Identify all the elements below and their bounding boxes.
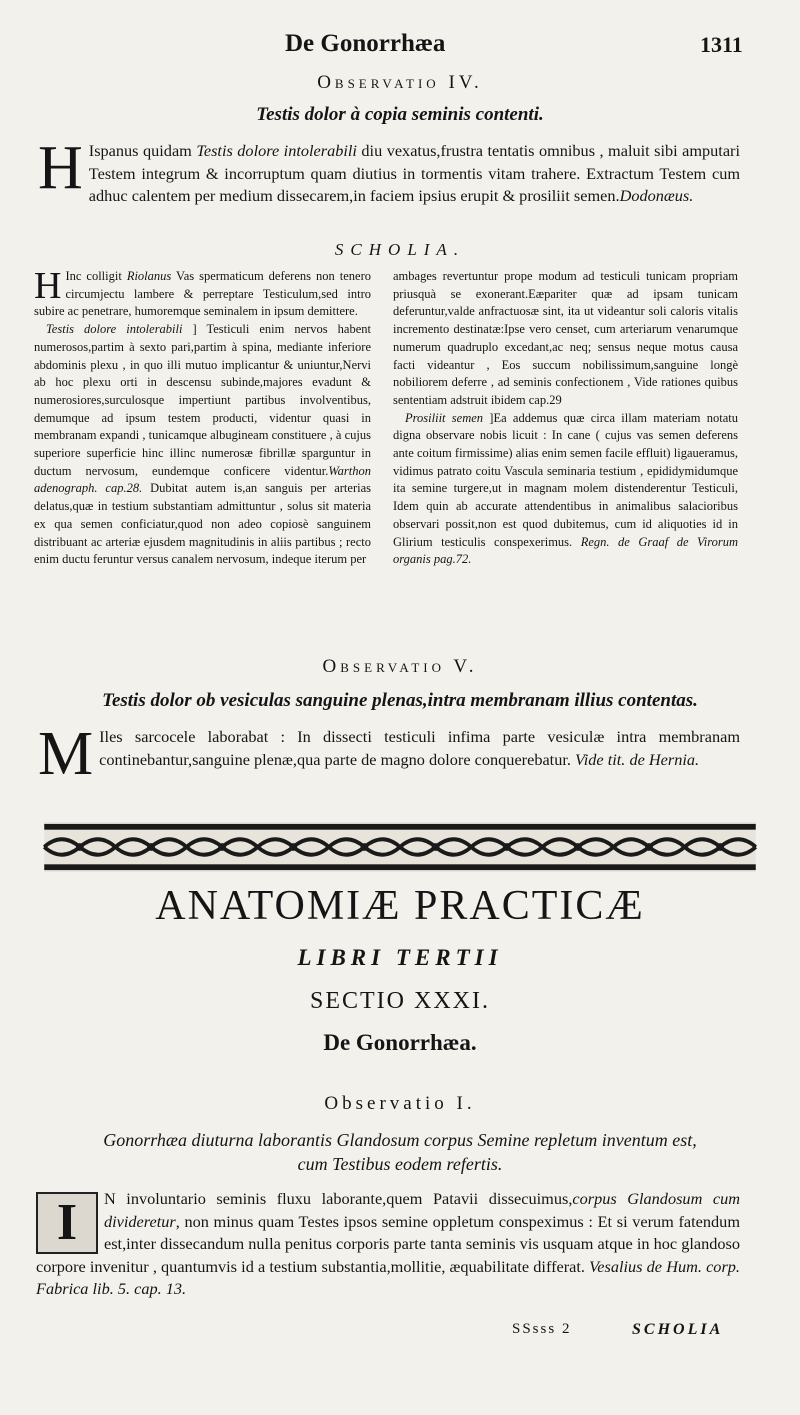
signature-mark: SSsss 2 bbox=[512, 1321, 572, 1337]
drop-cap: H bbox=[38, 134, 83, 202]
observation-4-heading: Observatio IV. bbox=[317, 72, 483, 93]
observation-5-text: M Iles sarcocele laborabat : In dissecti testiculi infima parte vesiculæ intra membranam continebantur,sanguine plenæ,qua parte de magno dolore conquerebatur. Vide tit. de Hernia. bbox=[38, 720, 740, 788]
section-subject: De Gonorrhæa. bbox=[323, 1030, 477, 1055]
book-label: LIBRI TERTII bbox=[297, 945, 503, 970]
ornamental-band-icon bbox=[30, 822, 770, 872]
scholia-right-column: ambages revertuntur prope modum ad testiculi tunicam propriam priusquà se exonerant.Eæpariter quæ ad ipsam tunicam deferuntur,valde anfractuosæ sint, ita ut videantur soli caloris vitalis incremento destinatæ:Ipse vero censet, cum arteriarum venarumque numerum quadruplo excedant,ac neq; sensus neque motus causa facti videantur , Eos succum nobilissimum,sanguine longè nobiliorem deferre , ad seminis confectionem , Vide rationes quibus sententiam adstruit ibidem cap.29 Prosiliit semen ]Ea addemus quæ circa illam materiam notatu digna observare nobis licuit : In cane ( cujus vas semen deferens ante coitum firmissime) alias enim semen facile effluit) ligaueramus, vidimus patrato coitu Vascula seminaria testium , epididymidumque ita semine turgere,ut in magnam molem distenderentur Testiculi, Idem quin ab accurate attendentibus in animalibus salacioribus observari possit,non est quod dubitemus, cum id aliquoties id in Glirium testiculis conspexerimus. Regn. de Graaf de Virorum organis pag.72. bbox=[393, 269, 738, 567]
observation-1-text: I N involuntario seminis fluxu laborante,quem Patavii dissecuimus,corpus Glandosum cum divideretur, non minus quam Testes ipsos semine oppletum conspeximus : Et si verum fatendum est,inter dissecandum nulla penitus corporis parte tanta seminis vis usquam atque in hoc glandoso corpore invenitur , quantumvis id a testium substantia,mollitie, æquabilitate differat. Vesalius de Hum. corp. Fabrica lib. 5. cap. 13. bbox=[36, 1189, 740, 1298]
drop-cap: H bbox=[34, 265, 62, 307]
section-number: SECTIO XXXI. bbox=[310, 988, 490, 1014]
observation-4-title: Testis dolor à copia seminis contenti. bbox=[256, 104, 544, 125]
observation-1-heading: Observatio I. bbox=[324, 1093, 476, 1114]
running-title: De Gonorrhæa bbox=[285, 30, 446, 57]
drop-cap: M bbox=[38, 720, 94, 788]
observation-5-heading: Observatio V. bbox=[322, 656, 478, 677]
catchword: SCHOLIA bbox=[632, 1321, 724, 1338]
scholia-heading: SCHOLIA. bbox=[334, 240, 466, 259]
page-number: 1311 bbox=[700, 32, 743, 57]
observation-1-title: Gonorrhæa diuturna laborantis Glandosum corpus Semine repletum inventum est, cum Testibus eodem refertis. bbox=[103, 1130, 697, 1174]
section-main-title: ANATOMIÆ PRACTICÆ bbox=[155, 883, 645, 929]
observation-4-text: H Ispanus quidam Testis dolore intolerabili diu vexatus,frustra tentatis omnibus , maluit sibi amputari Testem integrum & incorruptum quam diutius in tormentis vitam trahere. Extractum Testem cum adhuc calentem per medium dissecarem,in faciem ipsius erupit & prosiliit semen.Dodonæus. bbox=[38, 134, 740, 205]
scholia-left-column: H Inc colligit Riolanus Vas spermaticum deferens non tenero circumjectu lambere & perreptare Testiculum,sed intro subire ac penetrare, humoremque seminalem in ipsum demittere. Testis dolore intolerabili ] Testiculi enim nervos habent numerosos,partim à sexto pari,partim à spina, mediante inferiore abdominis plexu , in quo illi mutuo implicantur & uniuntur,Nervi ab hoc plexu orti in descensu subinde,majores evadunt & numerosiores,surculosque impertiunt partibus involventibus, demumque ad ipsum testem producti, videntur quasi in membranam expandi , tunicamque albugineam constituere , à cujus superiore superficie hinc illinc numerosæ fibrillæ sparguntur in ductum nervosum, eundemque conficere videntur.Warthon adenograph. cap.28. Dubitat autem is,an sanguis per arterias delatus,quæ in testium substantiam admittuntur , solus sit materia ex qua semen conficiatur,quod non adeo copiosè sanguinem distribuant ac arteriæ ejusdem magnitudinis in aliis partibus ; recto enim ductu feruntur versus canalem nervosum, indeque iterum per bbox=[34, 265, 371, 567]
ornate-initial: I bbox=[36, 1192, 98, 1254]
observation-5-title: Testis dolor ob vesiculas sanguine plenas,intra membranam illius contentas. bbox=[102, 690, 698, 711]
